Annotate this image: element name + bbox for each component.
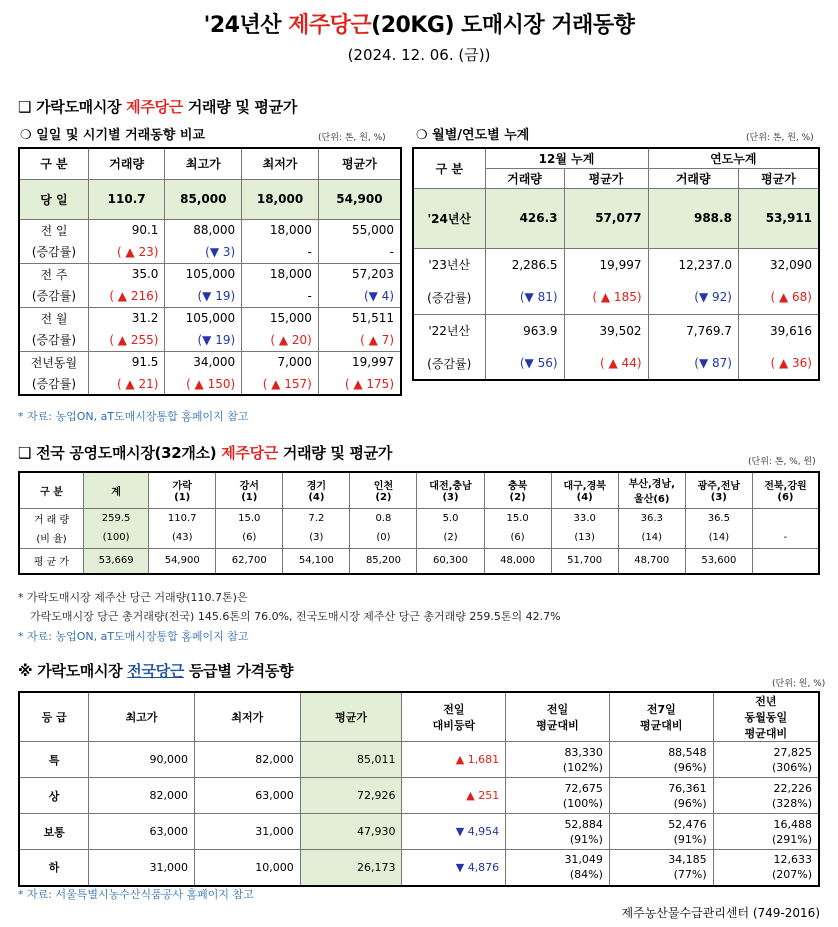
market-name: 인천: [373, 481, 394, 493]
grade-price-table: [18, 691, 820, 887]
value-vol: 35.0: [88, 263, 165, 285]
row-label: 전 일: [19, 219, 88, 241]
compare-ratio: (328%): [771, 796, 812, 810]
compare-ratio: (77%): [673, 868, 707, 882]
market-ratio: (6): [216, 528, 283, 548]
change-vol: ( ▲ 23): [88, 241, 165, 263]
value-vol: 31.2: [88, 307, 165, 329]
compare-cell: [609, 814, 713, 850]
market-vol: 36.5: [685, 508, 752, 528]
market-name: 충북: [507, 481, 528, 493]
market-header: [216, 472, 283, 508]
change-min: -: [242, 285, 319, 307]
section2-unit: (단위: 톤, %, 원): [748, 457, 816, 467]
grade-min: 82,000: [194, 742, 300, 778]
header-cell: 최저가: [242, 148, 319, 179]
change-cell: (▼ 92): [648, 281, 738, 314]
market-ratio: (2): [417, 528, 484, 548]
market-header: [19, 472, 84, 508]
national-market-table: [18, 471, 820, 575]
row-sublabel: (증감률): [413, 281, 485, 314]
value-max: 34,000: [165, 351, 242, 373]
grade-change: ▼ 4,954: [402, 814, 506, 850]
row-label: '22년산: [413, 314, 485, 347]
value-yvol: 12,237.0: [648, 248, 738, 281]
market-name: 계: [111, 486, 121, 498]
page-title: '24년산 제주당근(20KG) 도매시장 거래동향: [203, 13, 635, 38]
dec-vol: 426.3: [485, 188, 564, 248]
row-label: 평 균 가: [19, 548, 84, 574]
market-avg: [752, 548, 819, 574]
grade-min: 10,000: [194, 850, 300, 886]
compare-cell: [609, 850, 713, 886]
grade-change: ▲ 251: [402, 778, 506, 814]
header-line: 전일: [546, 703, 569, 716]
grade-label: 특: [19, 742, 89, 778]
value-max: 88,000: [165, 219, 242, 241]
compare-ratio: (306%): [771, 760, 812, 774]
dec-avg: 57,077: [564, 188, 648, 248]
market-vol: 36.3: [618, 508, 685, 528]
compare-price: 72,675: [564, 781, 603, 795]
market-ratio: (3): [283, 528, 350, 548]
header-line: 전년: [755, 695, 777, 708]
row-sublabel: (증감률): [19, 285, 88, 307]
today-min: 18,000: [242, 179, 319, 219]
market-name: 경기: [306, 481, 327, 493]
section2-heading: ❑ 전국 공영도매시장(32개소) 제주당근 거래량 및 평균가: [18, 444, 393, 462]
header-line: 평균대비: [640, 719, 683, 732]
market-header: [551, 472, 618, 508]
compare-ratio: (100%): [562, 796, 603, 810]
header-line: 대비등락: [432, 719, 476, 732]
section3-unit: (단위: 원, %): [772, 679, 826, 689]
header-line: 동월동일: [744, 711, 788, 724]
daily-sub-heading: ❍ 일일 및 시기별 거래동향 비교: [20, 128, 205, 143]
grade-header: [506, 692, 610, 742]
market-count: (3): [710, 492, 727, 504]
market-name: 가락: [172, 481, 192, 493]
compare-cell: [506, 850, 610, 886]
market-name: 대전,충남: [429, 481, 472, 493]
header-vol: 거래량: [485, 168, 564, 188]
value-yvol: 7,769.7: [648, 314, 738, 347]
market-count: (1): [241, 492, 258, 504]
compare-cell: [506, 814, 610, 850]
row-label: 전년동월: [19, 351, 88, 373]
daily-unit: (단위: 톤, 원, %): [318, 133, 386, 143]
year-avg: 53,911: [738, 188, 819, 248]
row-sublabel: (증감률): [19, 329, 88, 351]
compare-price: 88,548: [668, 745, 707, 759]
grade-max: 31,000: [89, 850, 195, 886]
market-vol: 5.0: [417, 508, 484, 528]
compare-ratio: (96%): [673, 760, 707, 774]
market-count: (2): [375, 492, 392, 504]
header-cell: 거래량: [88, 148, 165, 179]
grade-header: [19, 692, 89, 742]
change-vol: ( ▲ 216): [88, 285, 165, 307]
section1-source-note: * 자료: 농업ON, aT도매시장통합 홈페이지 참고: [18, 410, 249, 423]
compare-ratio: (91%): [569, 832, 603, 846]
cumulative-table: [412, 147, 820, 381]
year-vol: 988.8: [648, 188, 738, 248]
cumulative-unit: (단위: 톤, 원, %): [746, 133, 814, 143]
value-dvol: 963.9: [485, 314, 564, 347]
market-ratio: (6): [484, 528, 551, 548]
section2-source-note: * 자료: 농업ON, aT도매시장통합 홈페이지 참고: [18, 630, 249, 643]
section3-heading: ※ 가락도매시장 전국당근 등급별 가격동향: [18, 662, 294, 680]
market-avg: 51,700: [551, 548, 618, 574]
compare-ratio: (207%): [771, 868, 812, 882]
market-ratio: (43): [149, 528, 216, 548]
grade-header: [713, 692, 819, 742]
compare-ratio: (91%): [673, 832, 707, 846]
compare-cell: [506, 742, 610, 778]
today-max: 85,000: [165, 179, 242, 219]
change-min: -: [242, 241, 319, 263]
market-name: 구 분: [40, 486, 63, 498]
grade-header: [300, 692, 402, 742]
value-vol: 91.5: [88, 351, 165, 373]
value-min: 15,000: [242, 307, 319, 329]
today-avg: 54,900: [318, 179, 401, 219]
change-avg: ( ▲ 175): [318, 373, 401, 395]
change-cell: ( ▲ 36): [738, 347, 819, 380]
header-avg: 평균가: [564, 168, 648, 188]
market-avg: 60,300: [417, 548, 484, 574]
market-count: (4): [576, 492, 593, 504]
compare-price: 52,884: [564, 817, 603, 831]
value-yavg: 39,616: [738, 314, 819, 347]
compare-price: 83,330: [564, 745, 603, 759]
compare-ratio: (102%): [562, 760, 603, 774]
market-header: [484, 472, 551, 508]
compare-cell: [506, 778, 610, 814]
compare-price: 34,185: [668, 853, 707, 867]
compare-price: 16,488: [773, 817, 812, 831]
market-header: [752, 472, 819, 508]
change-avg: -: [318, 241, 401, 263]
change-avg: (▼ 4): [318, 285, 401, 307]
compare-ratio: (291%): [771, 832, 812, 846]
market-vol: 259.5: [84, 508, 149, 528]
change-cell: ( ▲ 44): [564, 347, 648, 380]
value-yavg: 32,090: [738, 248, 819, 281]
grade-avg: 72,926: [300, 778, 402, 814]
market-avg: 62,700: [216, 548, 283, 574]
value-avg: 51,511: [318, 307, 401, 329]
grade-header: [194, 692, 300, 742]
compare-cell: [609, 778, 713, 814]
header-dec: 12월 누계: [485, 148, 648, 168]
header-vol: 거래량: [648, 168, 738, 188]
compare-price: 12,633: [773, 853, 812, 867]
row-sublabel: (증감률): [19, 373, 88, 395]
market-name: 전북,강원: [764, 481, 807, 493]
value-dvol: 2,286.5: [485, 248, 564, 281]
grade-avg: 26,173: [300, 850, 402, 886]
row-label: '23년산: [413, 248, 485, 281]
market-vol: 0.8: [350, 508, 417, 528]
grade-avg: 85,011: [300, 742, 402, 778]
value-davg: 19,997: [564, 248, 648, 281]
market-ratio: -: [752, 528, 819, 548]
market-vol: 7.2: [283, 508, 350, 528]
grade-header: [89, 692, 195, 742]
header-line: 전일: [443, 703, 465, 716]
header-cell: 구 분: [19, 148, 88, 179]
header-line: 최고가: [125, 711, 158, 724]
grade-max: 63,000: [89, 814, 195, 850]
market-count: (1): [174, 492, 191, 504]
market-ratio: (0): [350, 528, 417, 548]
footer-contact: 제주농산물수급관리센터 (749-2016): [621, 906, 820, 920]
compare-cell: [713, 814, 819, 850]
row-label: 전 월: [19, 307, 88, 329]
grade-max: 90,000: [89, 742, 195, 778]
compare-cell: [713, 742, 819, 778]
value-avg: 57,203: [318, 263, 401, 285]
header-cell: 최고가: [165, 148, 242, 179]
value-avg: 55,000: [318, 219, 401, 241]
value-avg: 19,997: [318, 351, 401, 373]
section3-source-note: * 자료: 서울특별시농수산식품공사 홈페이지 참고: [18, 888, 254, 901]
market-vol: [752, 508, 819, 528]
market-avg: 53,600: [685, 548, 752, 574]
market-avg: 54,100: [283, 548, 350, 574]
value-max: 105,000: [165, 307, 242, 329]
compare-ratio: (96%): [673, 796, 707, 810]
market-count: (2): [509, 492, 526, 504]
grade-change: ▲ 1,681: [402, 742, 506, 778]
change-min: ( ▲ 157): [242, 373, 319, 395]
header-line: 등 급: [41, 711, 67, 724]
compare-price: 76,361: [668, 781, 707, 795]
row-label: 거 래 량: [19, 508, 84, 528]
compare-price: 31,049: [564, 853, 603, 867]
market-ratio: (14): [618, 528, 685, 548]
row-label: (비 율): [19, 528, 84, 548]
grade-min: 63,000: [194, 778, 300, 814]
grade-max: 82,000: [89, 778, 195, 814]
row-sublabel: (증감률): [413, 347, 485, 380]
market-header: [685, 472, 752, 508]
market-name: 대구,경북: [563, 481, 606, 493]
change-cell: ( ▲ 68): [738, 281, 819, 314]
market-avg: 54,900: [149, 548, 216, 574]
row-label: '24년산: [413, 188, 485, 248]
compare-price: 22,226: [773, 781, 812, 795]
header-line: 전7일: [646, 703, 676, 716]
header-cell: 평균가: [318, 148, 401, 179]
header-line: 최저가: [231, 711, 264, 724]
market-header: [149, 472, 216, 508]
cumulative-sub-heading: ❍ 월별/연도별 누계: [416, 128, 530, 143]
market-header: [618, 472, 685, 508]
value-min: 18,000: [242, 263, 319, 285]
compare-ratio: (84%): [569, 868, 603, 882]
change-max: (▼ 3): [165, 241, 242, 263]
change-cell: (▼ 56): [485, 347, 564, 380]
change-max: ( ▲ 150): [165, 373, 242, 395]
market-ratio: (14): [685, 528, 752, 548]
change-max: (▼ 19): [165, 329, 242, 351]
change-cell: (▼ 87): [648, 347, 738, 380]
value-max: 105,000: [165, 263, 242, 285]
compare-cell: [713, 778, 819, 814]
market-name: 강서: [239, 481, 259, 493]
market-vol: 15.0: [216, 508, 283, 528]
compare-cell: [609, 742, 713, 778]
grade-header: [402, 692, 506, 742]
row-sublabel: (증감률): [19, 241, 88, 263]
grade-label: 보통: [19, 814, 89, 850]
today-label: 당 일: [19, 179, 88, 219]
market-vol: 110.7: [149, 508, 216, 528]
market-avg: 48,000: [484, 548, 551, 574]
grade-min: 31,000: [194, 814, 300, 850]
compare-price: 27,825: [773, 745, 812, 759]
market-vol: 15.0: [484, 508, 551, 528]
market-header: [417, 472, 484, 508]
market-count: (4): [308, 492, 325, 504]
market-avg: 48,700: [618, 548, 685, 574]
section2-note1: * 가락도매시장 제주산 당근 거래량(110.7톤)은: [18, 591, 248, 604]
report-date: (2024. 12. 06. (금)): [347, 46, 491, 64]
market-count: (3): [442, 492, 459, 504]
grade-label: 하: [19, 850, 89, 886]
market-count: 울산(6): [634, 494, 670, 506]
change-min: ( ▲ 20): [242, 329, 319, 351]
change-cell: (▼ 81): [485, 281, 564, 314]
market-header: [350, 472, 417, 508]
market-count: (6): [777, 492, 794, 504]
change-max: (▼ 19): [165, 285, 242, 307]
grade-avg: 47,930: [300, 814, 402, 850]
compare-cell: [713, 850, 819, 886]
change-vol: ( ▲ 21): [88, 373, 165, 395]
market-avg: 85,200: [350, 548, 417, 574]
compare-price: 52,476: [668, 817, 707, 831]
header-line: 평균대비: [744, 727, 788, 740]
value-min: 7,000: [242, 351, 319, 373]
market-name: 광주,전남: [697, 481, 741, 493]
value-davg: 39,502: [564, 314, 648, 347]
row-label: 전 주: [19, 263, 88, 285]
market-name: 부산,경남,: [628, 479, 675, 491]
market-avg: 53,669: [84, 548, 149, 574]
section2-note2: 가락도매시장 당근 총거래량(전국) 145.6톤의 76.0%, 전국도매시장 제주산 당근 총거래량 259.5톤의 42.7%: [30, 610, 561, 623]
change-vol: ( ▲ 255): [88, 329, 165, 351]
header-label: 구 분: [413, 148, 485, 188]
grade-label: 상: [19, 778, 89, 814]
market-vol: 33.0: [551, 508, 618, 528]
market-header: [283, 472, 350, 508]
value-vol: 90.1: [88, 219, 165, 241]
market-header: [84, 472, 149, 508]
value-min: 18,000: [242, 219, 319, 241]
header-avg: 평균가: [738, 168, 819, 188]
market-ratio: (100): [84, 528, 149, 548]
change-cell: ( ▲ 185): [564, 281, 648, 314]
market-ratio: (13): [551, 528, 618, 548]
header-year: 연도누계: [648, 148, 819, 168]
header-line: 평균대비: [536, 719, 579, 732]
grade-change: ▼ 4,876: [402, 850, 506, 886]
section1-heading: ❑ 가락도매시장 제주당근 거래량 및 평균가: [18, 98, 298, 116]
header-line: 평균가: [335, 711, 368, 724]
change-avg: ( ▲ 7): [318, 329, 401, 351]
daily-trade-table: [18, 147, 402, 396]
grade-header: [609, 692, 713, 742]
today-vol: 110.7: [88, 179, 165, 219]
